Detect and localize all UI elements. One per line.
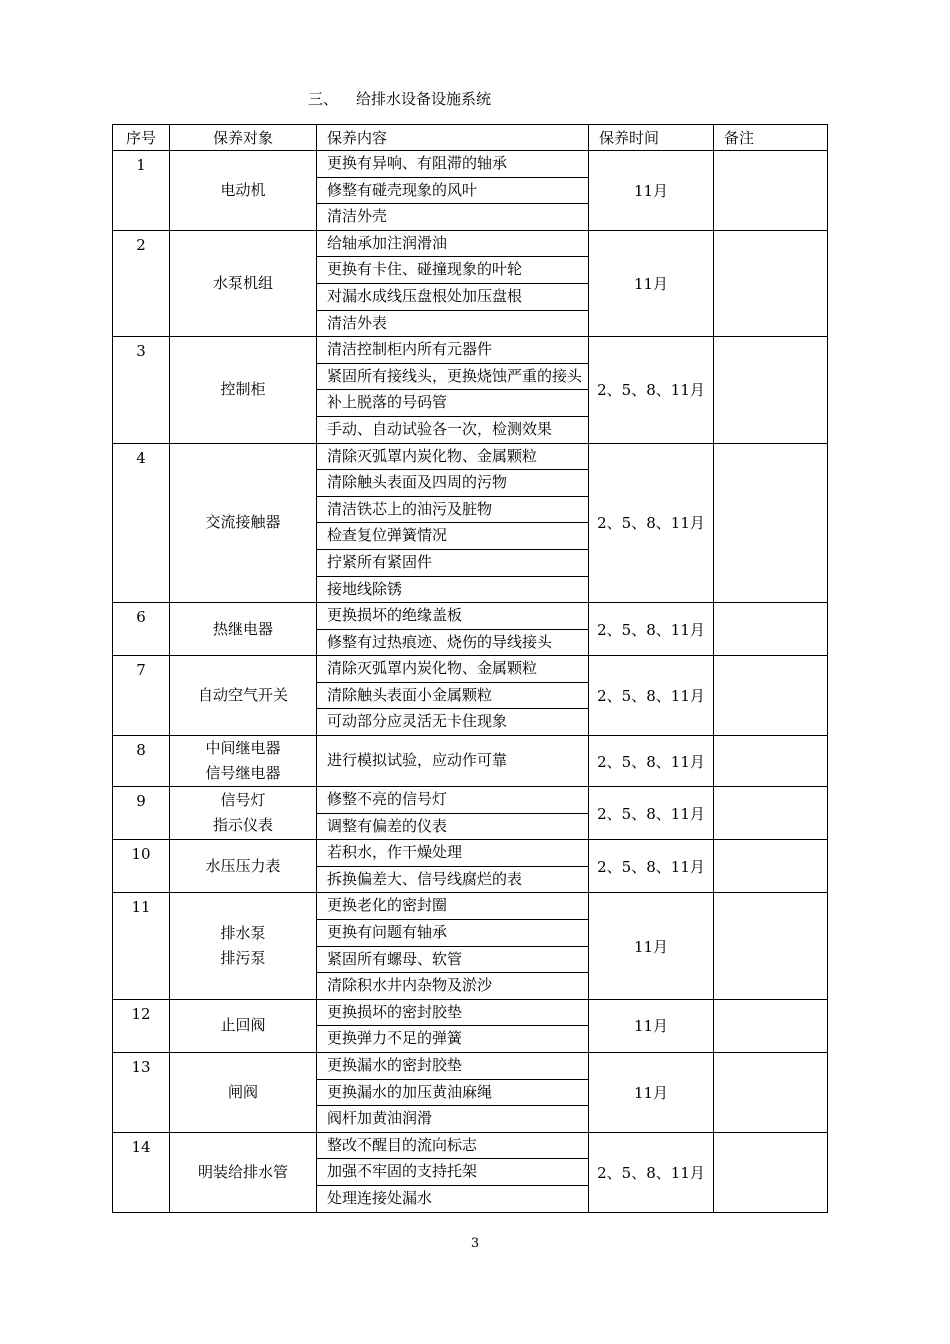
maintenance-object [170, 840, 317, 893]
maintenance-time: 2、5、8、11月 [589, 840, 714, 893]
maintenance-item: 更换漏水的加压黄油麻绳 [317, 1079, 589, 1106]
row-number: 4 [113, 443, 170, 603]
object-label: 闸阀 [227, 1082, 258, 1101]
row-number: 14 [113, 1132, 170, 1212]
remark-cell [714, 603, 828, 656]
maintenance-time: 2、5、8、11月 [589, 337, 714, 443]
table-row [113, 840, 828, 867]
table-row [113, 337, 828, 364]
remark-cell [714, 151, 828, 231]
row-number: 3 [113, 337, 170, 443]
object-label: 信号继电器 [205, 764, 281, 783]
maintenance-item: 手动、自动试验各一次，检测效果 [317, 416, 589, 443]
row-number: 8 [113, 736, 170, 787]
maintenance-item: 更换漏水的密封胶垫 [317, 1053, 589, 1080]
table-row [113, 1053, 828, 1080]
maintenance-item: 阀杆加黄油润滑 [317, 1106, 589, 1133]
header-object: 保养对象 [170, 125, 317, 151]
header-time: 保养时间 [589, 125, 714, 151]
maintenance-object [170, 787, 317, 840]
table-header-row [113, 125, 828, 151]
remark-cell [714, 443, 828, 603]
maintenance-item: 调整有偏差的仪表 [317, 813, 589, 840]
maintenance-object [170, 656, 317, 736]
table-row [113, 230, 828, 257]
maintenance-object [170, 999, 317, 1052]
maintenance-time: 2、5、8、11月 [589, 443, 714, 603]
maintenance-item: 更换弹力不足的弹簧 [317, 1026, 589, 1053]
row-number: 2 [113, 230, 170, 336]
section-heading [308, 88, 491, 109]
section-number: 三、 [308, 90, 339, 108]
maintenance-time: 2、5、8、11月 [589, 603, 714, 656]
maintenance-item: 清除触头表面及四周的污物 [317, 470, 589, 497]
object-label: 排污泵 [220, 949, 266, 968]
maintenance-item: 更换有异响、有阻滞的轴承 [317, 151, 589, 178]
maintenance-item: 清除触头表面小金属颗粒 [317, 682, 589, 709]
object-label: 水泵机组 [212, 273, 273, 292]
object-label: 自动空气开关 [197, 686, 288, 705]
row-number: 9 [113, 787, 170, 840]
object-label: 止回阀 [220, 1016, 266, 1035]
maintenance-time: 11月 [589, 999, 714, 1052]
remark-cell [714, 736, 828, 787]
maintenance-item: 修整有碰壳现象的风叶 [317, 177, 589, 204]
page-number: 3 [470, 1236, 480, 1251]
maintenance-table [112, 124, 828, 1213]
maintenance-item: 检查复位弹簧情况 [317, 523, 589, 550]
object-label: 水压压力表 [205, 856, 281, 875]
maintenance-item: 修整不亮的信号灯 [317, 787, 589, 814]
maintenance-time: 11月 [589, 230, 714, 336]
section-title: 给排水设备设施系统 [356, 90, 492, 108]
maintenance-item: 拆换偏差大、信号线腐烂的表 [317, 866, 589, 893]
remark-cell [714, 1132, 828, 1212]
maintenance-item: 更换老化的密封圈 [317, 893, 589, 920]
maintenance-object [170, 337, 317, 443]
maintenance-item: 加强不牢固的支持托架 [317, 1159, 589, 1186]
object-label: 指示仪表 [212, 816, 273, 835]
object-label: 热继电器 [212, 619, 273, 638]
object-label: 电动机 [220, 180, 266, 199]
remark-cell [714, 656, 828, 736]
maintenance-item: 进行模拟试验，应动作可靠 [317, 736, 589, 787]
maintenance-time: 11月 [589, 893, 714, 999]
maintenance-time: 2、5、8、11月 [589, 787, 714, 840]
table-row [113, 1132, 828, 1159]
table-row [113, 736, 828, 787]
header-no: 序号 [113, 125, 170, 151]
maintenance-item: 更换损坏的绝缘盖板 [317, 603, 589, 630]
maintenance-object [170, 893, 317, 999]
remark-cell [714, 1053, 828, 1133]
maintenance-item: 拧紧所有紧固件 [317, 549, 589, 576]
table-row [113, 999, 828, 1026]
maintenance-time: 2、5、8、11月 [589, 736, 714, 787]
row-number: 11 [113, 893, 170, 999]
row-number: 12 [113, 999, 170, 1052]
maintenance-object [170, 736, 317, 787]
header-remark: 备注 [714, 125, 828, 151]
table-row [113, 656, 828, 683]
row-number: 10 [113, 840, 170, 893]
row-number: 13 [113, 1053, 170, 1133]
maintenance-item: 整改不醒目的流向标志 [317, 1132, 589, 1159]
maintenance-item: 紧固所有接线头，更换烧蚀严重的接头 [317, 363, 589, 390]
maintenance-item: 修整有过热痕迹、烧伤的导线接头 [317, 629, 589, 656]
maintenance-object [170, 443, 317, 603]
maintenance-object [170, 1132, 317, 1212]
maintenance-object [170, 151, 317, 231]
object-label: 信号灯 [220, 791, 266, 810]
remark-cell [714, 999, 828, 1052]
remark-cell [714, 230, 828, 336]
table-row [113, 787, 828, 814]
maintenance-object [170, 230, 317, 336]
maintenance-time: 11月 [589, 151, 714, 231]
object-label: 控制柜 [220, 380, 266, 399]
maintenance-item: 清洁铁芯上的油污及脏物 [317, 496, 589, 523]
object-label: 中间继电器 [205, 739, 281, 758]
maintenance-item: 清除灭弧罩内炭化物、金属颗粒 [317, 656, 589, 683]
remark-cell [714, 337, 828, 443]
maintenance-object [170, 603, 317, 656]
remark-cell [714, 840, 828, 893]
maintenance-item: 更换有卡住、碰撞现象的叶轮 [317, 257, 589, 284]
maintenance-time: 2、5、8、11月 [589, 656, 714, 736]
row-number: 7 [113, 656, 170, 736]
maintenance-item: 可动部分应灵活无卡住现象 [317, 709, 589, 736]
table-row [113, 603, 828, 630]
row-number: 1 [113, 151, 170, 231]
maintenance-item: 紧固所有螺母、软管 [317, 946, 589, 973]
maintenance-item: 接地线除锈 [317, 576, 589, 603]
maintenance-item: 补上脱落的号码管 [317, 390, 589, 417]
maintenance-item: 清洁控制柜内所有元器件 [317, 337, 589, 364]
table-row [113, 443, 828, 470]
maintenance-item: 清洁外表 [317, 310, 589, 337]
maintenance-item: 给轴承加注润滑油 [317, 230, 589, 257]
remark-cell [714, 787, 828, 840]
maintenance-time: 11月 [589, 1053, 714, 1133]
maintenance-item: 更换损坏的密封胶垫 [317, 999, 589, 1026]
table-row [113, 893, 828, 920]
table-row [113, 151, 828, 178]
header-content: 保养内容 [317, 125, 589, 151]
maintenance-item: 更换有问题有轴承 [317, 920, 589, 947]
maintenance-object [170, 1053, 317, 1133]
remark-cell [714, 893, 828, 999]
maintenance-item: 清洁外壳 [317, 204, 589, 231]
row-number: 6 [113, 603, 170, 656]
maintenance-time: 2、5、8、11月 [589, 1132, 714, 1212]
maintenance-item: 清除积水井内杂物及淤沙 [317, 973, 589, 1000]
object-label: 排水泵 [220, 924, 266, 943]
object-label: 交流接触器 [205, 513, 281, 532]
object-label: 明装给排水管 [197, 1162, 288, 1181]
maintenance-item: 处理连接处漏水 [317, 1185, 589, 1212]
maintenance-item: 对漏水成线压盘根处加压盘根 [317, 283, 589, 310]
maintenance-item: 若积水，作干燥处理 [317, 840, 589, 867]
maintenance-item: 清除灭弧罩内炭化物、金属颗粒 [317, 443, 589, 470]
